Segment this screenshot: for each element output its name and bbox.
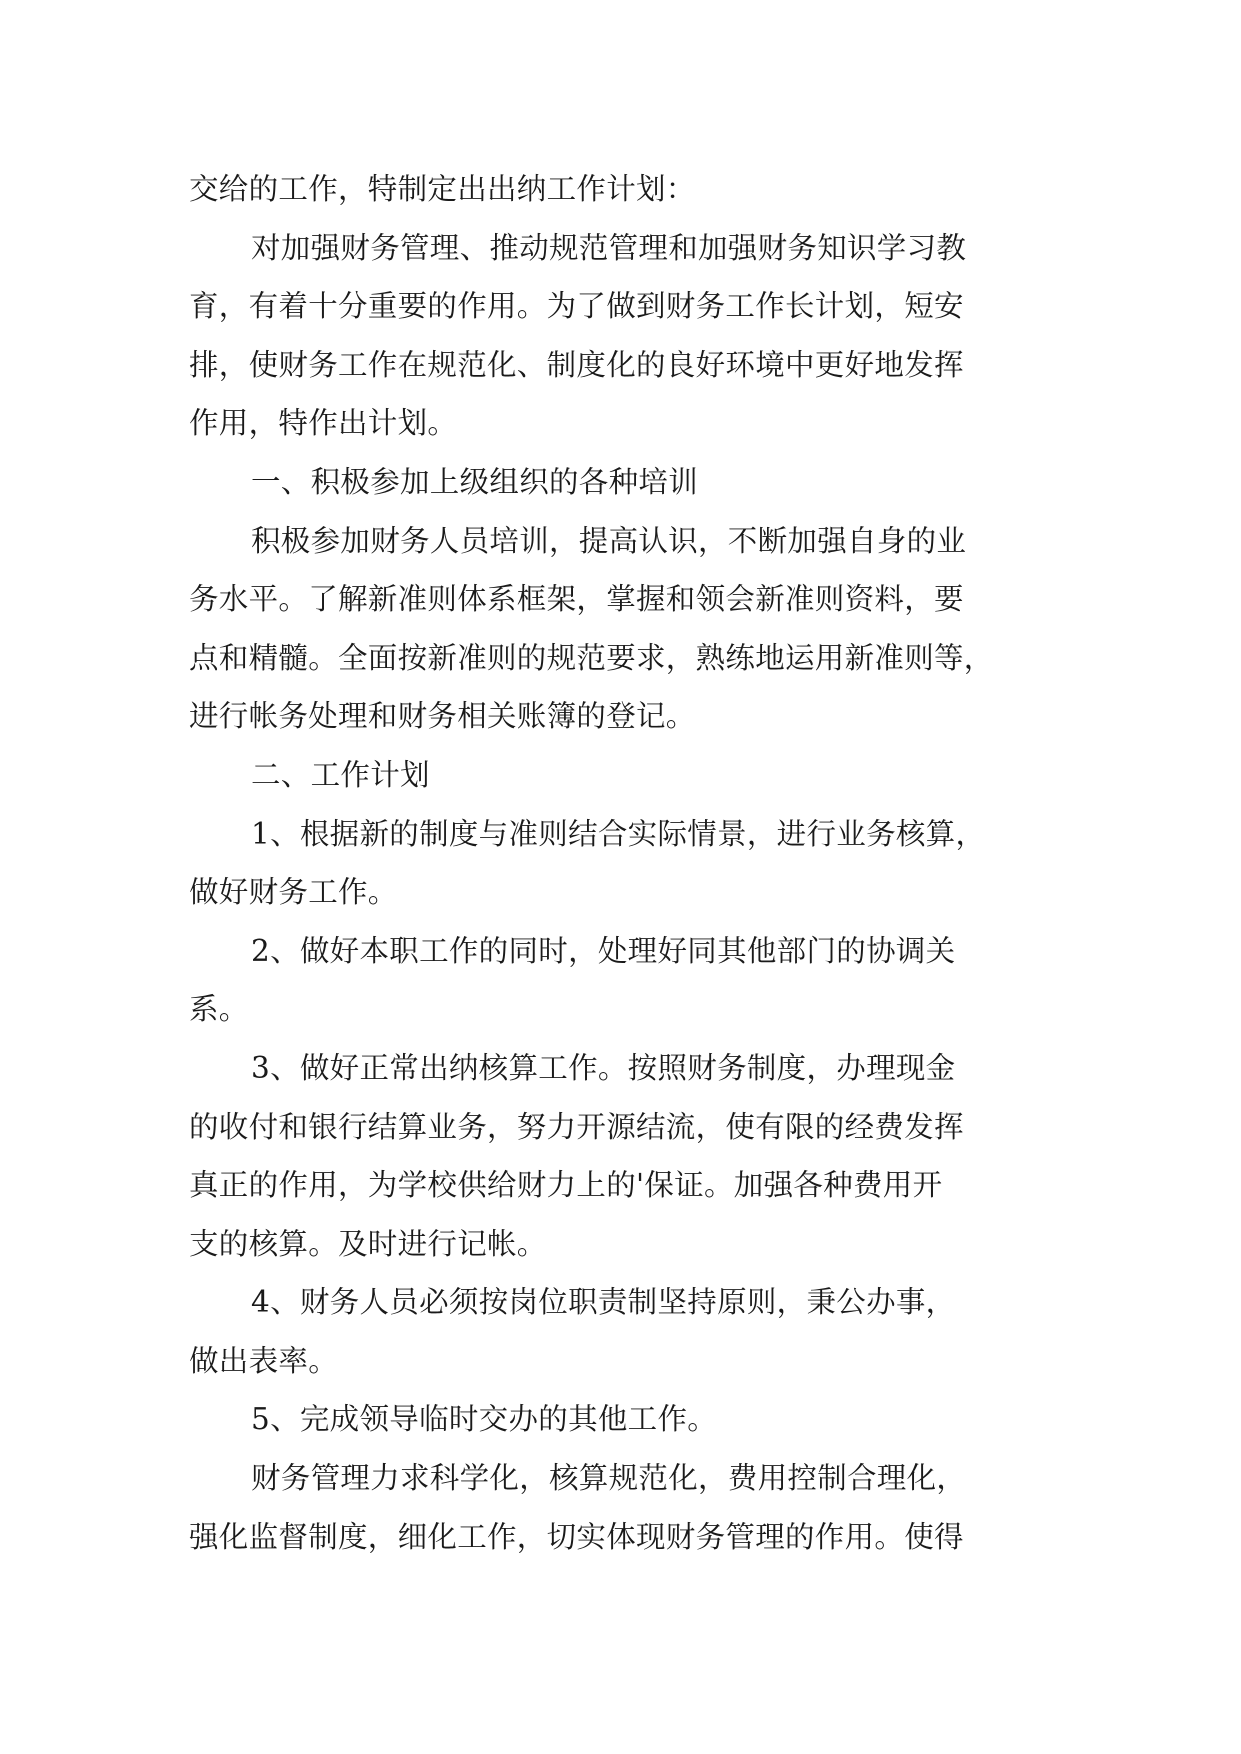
paragraph-start-line: 财务管理力求科学化，核算规范化，费用控制合理化，: [251, 1461, 967, 1496]
list-item-2: 2、做好本职工作的同时，处理好同其他部门的协调关: [251, 933, 956, 968]
text-line: 强化监督制度，细化工作，切实体现财务管理的作用。使得: [189, 1519, 964, 1554]
document-body: [189, 160, 1059, 1566]
text-line: 排，使财务工作在规范化、制度化的良好环境中更好地发挥: [189, 347, 964, 382]
text-line: 真正的作用，为学校供给财力上的'保证。加强各种费用开: [189, 1168, 943, 1203]
text-line: 进行帐务处理和财务相关账簿的登记。: [189, 699, 696, 734]
section-heading-2: 二、工作计划: [251, 757, 430, 792]
text-line: 作用，特作出计划。: [189, 406, 458, 441]
text-line: 育，有着十分重要的作用。为了做到财务工作长计划，短安: [189, 289, 964, 324]
list-item-4: 4、财务人员必须按岗位职责制坚持原则，秉公办事，: [251, 1285, 956, 1320]
paragraph-start-line: 积极参加财务人员培训，提高认识，不断加强自身的业: [251, 523, 967, 558]
text-line: 做出表率。: [189, 1343, 339, 1378]
list-item-5: 5、完成领导临时交办的其他工作。: [251, 1402, 718, 1437]
text-line: 支的核算。及时进行记帐。: [189, 1226, 547, 1261]
text-line: 交给的工作，特制定出出纳工作计划：: [189, 172, 696, 206]
text-line: 做好财务工作。: [189, 875, 398, 910]
list-item-3: 3、做好正常出纳核算工作。按照财务制度，办理现金: [251, 1050, 956, 1085]
section-heading-1: 一、积极参加上级组织的各种培训: [251, 464, 699, 499]
list-item-1: 1、根据新的制度与准则结合实际情景，进行业务核算，: [251, 816, 986, 851]
text-line: 系。: [189, 992, 249, 1027]
text-line: 务水平。了解新准则体系框架，掌握和领会新准则资料，要: [189, 582, 964, 617]
text-line: 点和精髓。全面按新准则的规范要求，熟练地运用新准则等，: [189, 640, 994, 675]
paragraph-start-line: 对加强财务管理、推动规范管理和加强财务知识学习教: [251, 230, 967, 265]
text-line: 的收付和银行结算业务，努力开源结流，使有限的经费发挥: [189, 1109, 964, 1144]
